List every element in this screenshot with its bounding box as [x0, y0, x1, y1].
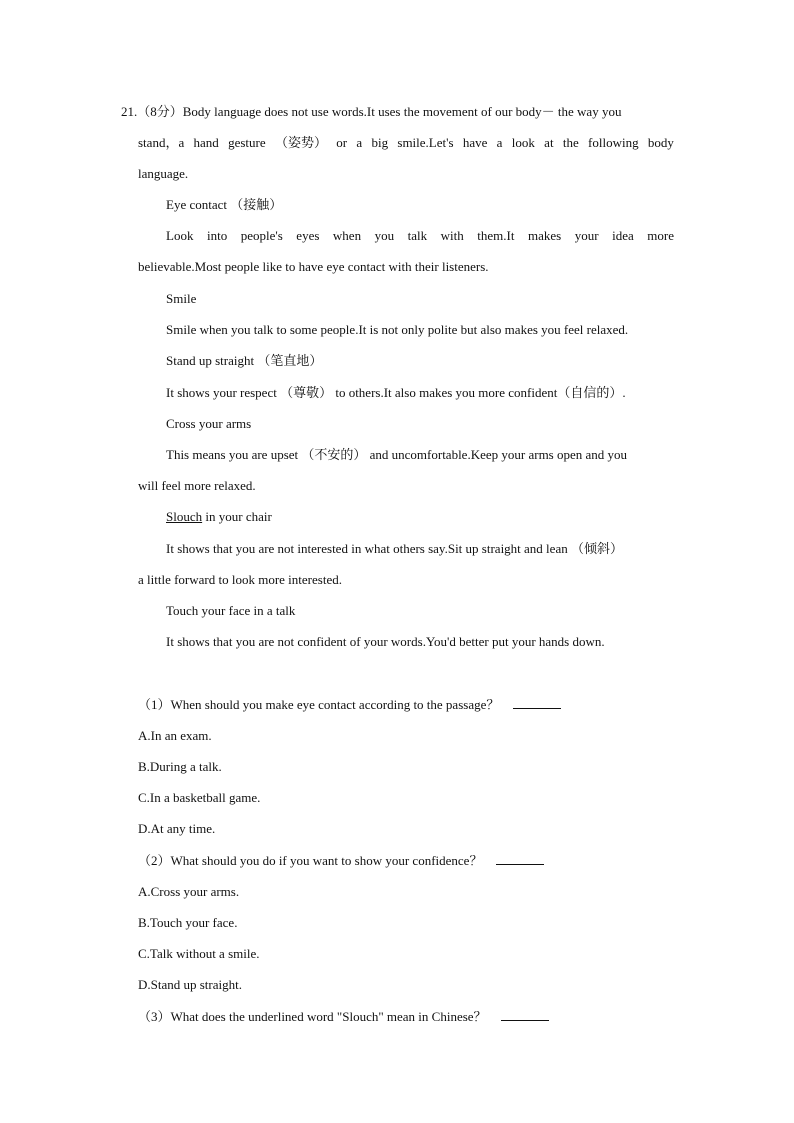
answer-blank-2[interactable]: [496, 853, 544, 865]
question-2-option-c: C.Talk without a smile.: [138, 946, 260, 961]
cross-heading: Cross your arms: [166, 416, 252, 431]
question-1-option-c: C.In a basketball game.: [138, 790, 261, 805]
question-1-stem: （1）When should you make eye contact according to the passage？: [138, 697, 561, 713]
question-intro-line-1: [121, 104, 621, 120]
eye-contact-heading: Eye contact （接触）: [166, 197, 283, 212]
touch-heading: Touch your face in a talk: [166, 603, 296, 618]
stand-text: It shows your respect （尊敬） to others.It also makes you more confident（自信的）.: [166, 385, 626, 400]
question-1-option-d: D.At any time.: [138, 821, 216, 836]
smile-text: Smile when you talk to some people.It is not only polite but also makes you feel relaxed.: [166, 322, 629, 337]
question-2-option-d: D.Stand up straight.: [138, 977, 242, 992]
slouch-line-2: a little forward to look more interested.: [138, 572, 342, 587]
question-intro-line-3: language.: [138, 166, 189, 181]
answer-blank-1[interactable]: [513, 697, 561, 709]
cross-line-1: This means you are upset （不安的） and uncomfortable.Keep your arms open and you: [166, 447, 628, 462]
question-2-option-a: A.Cross your arms.: [138, 884, 240, 899]
question-2-option-b: B.Touch your face.: [138, 915, 238, 930]
question-2-stem: （2）What should you do if you want to show your confidence？: [138, 853, 544, 869]
eye-contact-line-2: believable.Most people like to have eye contact with their listeners.: [138, 259, 489, 274]
question-1-option-a: A.In an exam.: [138, 728, 212, 743]
question-3-stem: （3）What does the underlined word "Slouch" mean in Chinese？: [138, 1009, 549, 1025]
slouch-heading: Slouch in your chair: [166, 509, 272, 524]
question-intro-line-2: stand，a hand gesture （姿势） or a big smile.Let's have a look at the following body: [138, 135, 674, 150]
eye-contact-line-1: Look into people's eyes when you talk with them.It makes your idea more: [166, 228, 674, 243]
question-number: 21.: [121, 104, 138, 119]
question-1-option-b: B.During a talk.: [138, 759, 222, 774]
cross-line-2: will feel more relaxed.: [138, 478, 256, 493]
slouch-line-1: It shows that you are not interested in what others say.Sit up straight and lean （倾斜）: [166, 541, 623, 556]
question-points: （8分）: [137, 104, 183, 119]
stand-heading: Stand up straight （笔直地）: [166, 353, 323, 368]
answer-blank-3[interactable]: [501, 1009, 549, 1021]
intro-text-1: Body language does not use words.It uses the movement of our body－ the way you: [182, 104, 622, 119]
touch-text: It shows that you are not confident of your words.You'd better put your hands down.: [166, 634, 605, 649]
smile-heading: Smile: [166, 291, 197, 306]
slouch-underlined-word: Slouch: [166, 509, 203, 524]
